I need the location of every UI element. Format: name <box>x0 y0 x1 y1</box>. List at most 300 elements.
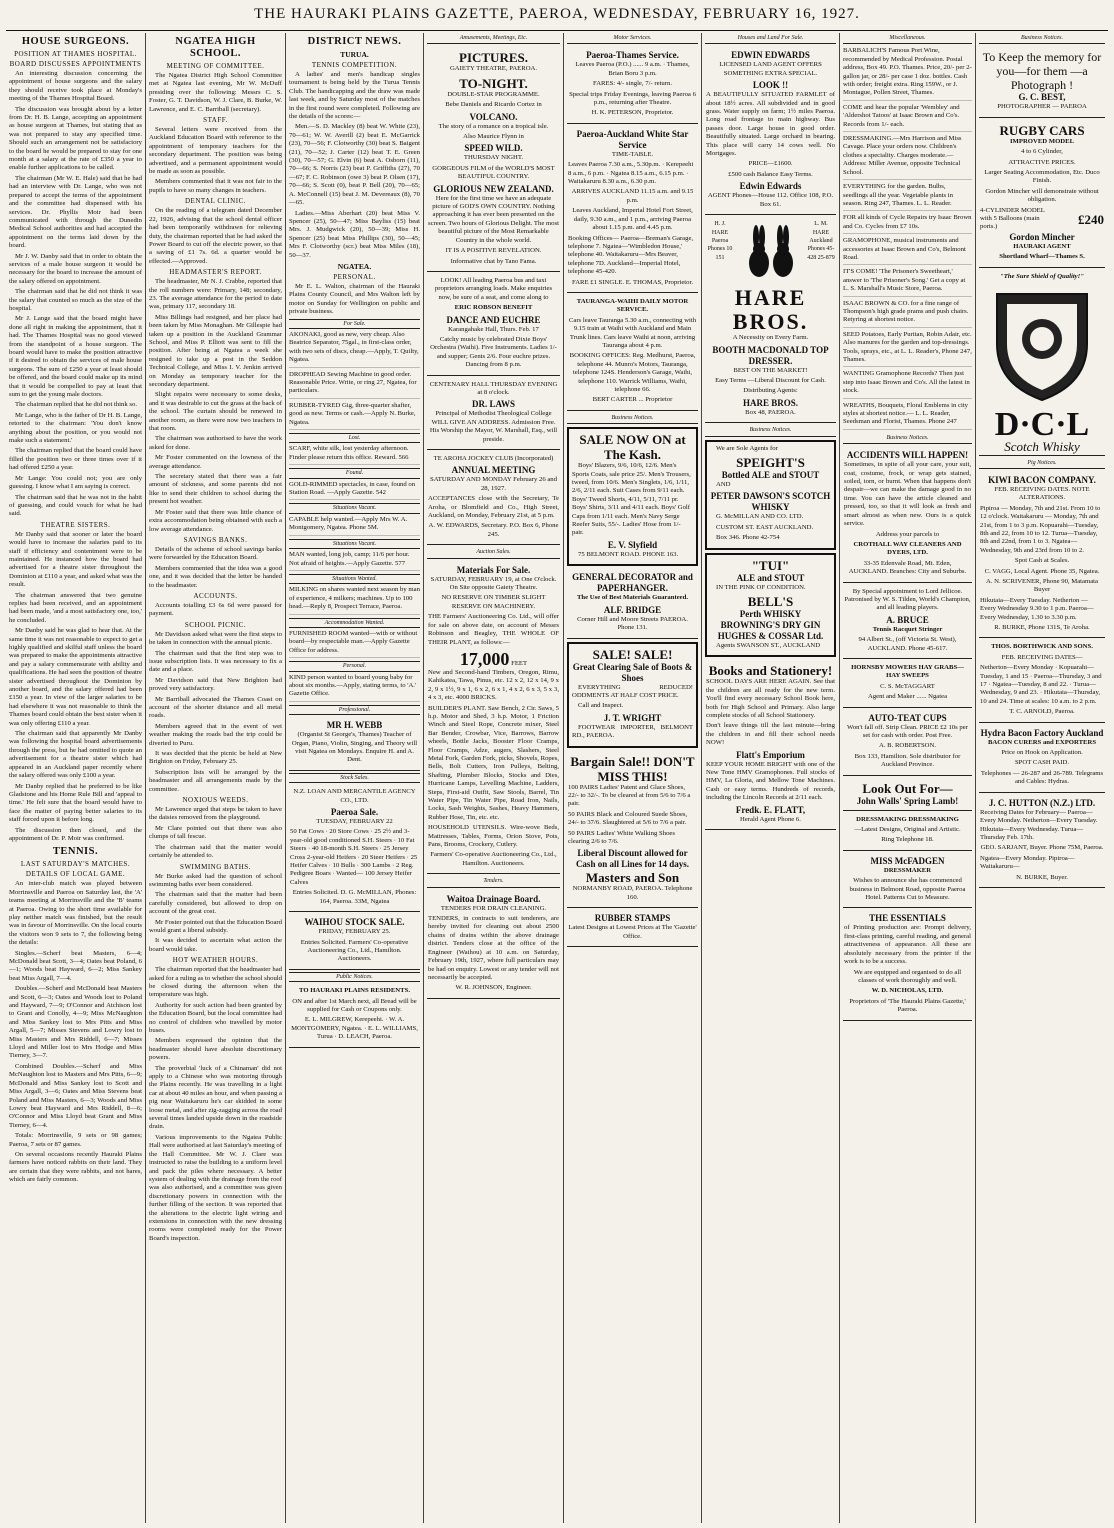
ad-text: FEB. RECEIVING DATES. NOTE ALTERATIONS. <box>994 485 1090 502</box>
ad-heading: KIWI BACON COMPANY. <box>988 474 1096 485</box>
car-price: £240 <box>1078 211 1104 227</box>
ad-text: A BEAUTIFULLY SITUATED FARMLET of about 18½ acres. All subdivided and in good grass. Water supply on farm; 1½ miles Paeroa. Long road frontage to main highway. Bus passes door. Large house in good order. Beautifully situated. Large orchard in bearing. This place will carry 14 cows well. No Mortgages. <box>706 91 835 158</box>
ad-text: 4 to 6 Cylinder, <box>1021 148 1063 156</box>
timber-unit: FEET <box>511 659 528 667</box>
ad-heading: A. BRUCE <box>886 614 929 625</box>
paragraph: It was decided to ascertain what action the board would take. <box>149 937 282 953</box>
ad-text: Easy Terms —Liberal Discount for Cash. <box>715 376 826 384</box>
dcl-logo: D·C·L <box>994 406 1090 444</box>
ad-text: BOOKING OFFICES: Reg. Medhurst, Paeroa, telephone 44. Munro's Motors, Tauranga, telephone 124S. Henderson's Garage, Waihi, telephone 110. Warrick Williams, Waihi, telephone 66. <box>569 352 696 393</box>
paragraph: The chairman said that the first step was to issue subscription lists. It was necessary to fix a date and a place. <box>149 649 282 674</box>
ad-text: 4-CYLINDER MODEL with 5 Balloons (main ports.) <box>980 206 1045 231</box>
paragraph: On several occasions recently Hauraki Plains farmers have noticed rabbits on their land. They are certain that they were rabbits, and not hares, which are fairly common. <box>9 1150 142 1184</box>
ad-text: Distributing Agents: <box>743 387 798 395</box>
dressmaking-ad <box>843 813 972 851</box>
subhead: BOARD DISCUSSES APPOINTMENTS <box>9 60 142 68</box>
ad-text: 94 Albert St., (off Victoria St. West), AUCKLAND. Phone 45-617. <box>858 636 957 652</box>
subhead: HEADMASTER'S REPORT. <box>169 268 262 277</box>
paragraph: The chairman reported that the headmaster had asked for a ruling as to whether the school should be closed during the afternoon when the temperature was high. <box>149 966 282 999</box>
ad-text: 50 Fat Cows · 20 Store Cows · 25 2½ and 3-year-old good conditioned S.H. Steers · 10 Fat Steers · 40 18-month S.H. Steers · 25 Jersey Cross 2-year-old Heifers · 20 Steer Heifers · 25 Heifer Calves · 10 Bulls · 300 Lambs · 2 Reg. Pedigree Boars · Wanted— 100 Jersey Heifer Calves <box>290 828 418 886</box>
film-title: GLORIOUS NEW ZEALAND. <box>433 183 554 194</box>
kiwi-bacon-ad <box>979 472 1105 639</box>
ad-date: TUESDAY, FEBRUARY 22 <box>316 818 393 826</box>
paragraph: Mr Danby replied that he preferred to be like Gladstone and his Home Rule Bill and 'appeal to time.' He felt sure that the board would have to face the matter of paying better salaries to its staff forced upon it before long. <box>9 782 142 824</box>
column-district-news <box>286 33 424 1523</box>
ad-text: Special trips Friday Evenings, leaving Paeroa 6 p.m., returning after Theatre. <box>569 90 696 107</box>
ad-heading: "TUI" <box>751 557 790 573</box>
column-amusements <box>424 33 564 1523</box>
paragraph: Totals: Morrinsville, 9 sets or 98 games; Paeroa, 7 sets or 87 games. <box>9 1132 142 1148</box>
ad-text: Leaves Paeroa (P.O.) ...... 9 a.m. · Thames, Brian Boru 3 p.m. <box>575 61 690 77</box>
paragraph: Mr Davidson asked what were the first steps to be taken in connection with the annual picnic. <box>149 630 282 647</box>
classified-ad: FURNISHED ROOM wanted—with or without board—by respectable man.—Apply Gazette Office for address. <box>289 630 420 658</box>
ad-text: PRICE—£1600. <box>748 160 793 168</box>
paragraph: The chairman (Mr W. E. Hale) said that he had had an interview with Dr. Lange, who was not prepared to accept the terms of the appointment and the committee had dispensed with his services. Dr. Phyllis Moir had been communicated with through the Dunedin Medical School authorities and had accepted the appointment on the terms laid down by the board. <box>9 174 142 250</box>
paragraph: Members expressed the opinion that the headmaster should have absolute discretionary powers. <box>149 1037 282 1062</box>
ad-text: BACON CURERS and EXPORTERS <box>987 738 1097 746</box>
film-title: VOLCANO. <box>469 111 518 122</box>
ad-text: TENDERS, in contracts to suit tenderers, are hereby invited for cleaning out about 2500 chains of drains within the above drainage district. Tenders close at the office of the Engineer (Waihou) at 10 a.m. on Saturday, February 19th, 1927, where full particulars may be had on enquiry. Lowest or any tender will not necessarily be accepted. <box>428 915 559 981</box>
ad-text: A. N. SCRIVENER, Phone 90, Matamata Buyer <box>985 577 1098 594</box>
ad-text: Karangahake Hall, Thurs. Feb. 17 <box>448 325 539 333</box>
ad-text: Box 133, Hamilton. Sole distributor for Auckland Province. <box>854 752 961 769</box>
ad-heading: Paeroa-Thames Service. <box>586 50 679 61</box>
ad-date: FRIDAY, FEBRUARY 25. <box>318 928 391 936</box>
ad-text: Box 48, PAEROA. <box>745 408 796 416</box>
printing-ad <box>843 910 972 1020</box>
dance-ad <box>427 274 560 376</box>
paragraph: Mr J. W. Danby said that in order to obtain the services of a male house surgeon it would be necessary for the board to increase the amount of the salary offered on appointment. <box>9 252 142 285</box>
ad-subheading: Paeroa Sale. <box>330 807 379 818</box>
ad-text: SATURDAY, FEBRUARY 19, at One O'clock. On Site opposite Gaiety Theatre. <box>430 575 557 592</box>
ad-heading: Bargain Sale!! DON'T MISS THIS! <box>570 753 695 784</box>
ad-text: E. L. MILGREW, Kerepeehi. · W. A. MONTGOMERY, Ngatea. · E. L. WILLIAMS, Turua · D. LEACH, Paeroa. <box>291 1016 418 1041</box>
ad-text: AND <box>716 480 731 488</box>
paragraph: Accounts totalling £3 6s 6d were passed for payment. <box>149 601 282 618</box>
ad-text: KEEP YOUR HOME BRIGHT with one of the New Tone HMV Gramophones. Full stocks of HMV, La Gloria, and Mellow Tone Machines. Cash or easy terms. Hundreds of records, including the Lincoln Records at 2/11 each. <box>706 760 835 802</box>
subhead: DENTAL CLINIC. <box>184 197 246 206</box>
ad-text: Call and Inspect. <box>578 702 624 710</box>
paragraph: Mr Clare pointed out that there was also clumps of tall fescue. <box>149 824 282 841</box>
column-category: Houses and Land For Sale. <box>705 33 836 44</box>
ad-heading: BOOTH MACDONALD TOP DRESSER. <box>712 344 829 366</box>
ad-heading: Fredk. E. FLATT, <box>735 804 806 815</box>
paragraph: It was decided that the picnic be held at New Brighton on Friday, February 25. <box>149 750 282 766</box>
ad-text: The story of a romance on a tropical isle. <box>438 122 549 130</box>
ad-text: LOOK! All leading Paeroa bus and taxi proprietors arranging loads. Make enquiries now, be sure of a seat, and come along to <box>434 276 553 301</box>
paragraph: Mr Foster pointed out that the Education Board would grant a liberal subsidy. <box>149 918 282 934</box>
ad-text: Telephones — 26-287 and 26-789. Telegrams and Cables: Hydras. <box>980 769 1104 786</box>
column-category: Motor Services. <box>567 33 698 44</box>
ad-text: Gordon Mincher will demonstrate without obligation. <box>985 187 1099 204</box>
ad-text: Receiving Dates for February— Paeroa—Every Monday. Netherton—Every Tuesday. Hikutaia—Every Wednesday. Turua—Thursday Feb. 17th. <box>980 808 1098 841</box>
hutton-ad <box>979 795 1105 888</box>
tauranga-service-ad <box>567 295 698 411</box>
ad-text: G. McMILLAN AND CO. LTD. <box>716 513 804 521</box>
paragraph: Members agreed that in the event of wet weather making the roads bad the trip could be diverted to Puru. <box>149 722 282 747</box>
paragraph: Mr J. Lange said that the board might have done all right in making the appointment, that it had. The Thames Hospital was no good viewed from the standpoint of a house surgeon. The board would have to make the position attractive if it desired to obtain the services of male house surgeons. The sum of £250 a year at least should be offered, and the board could make up its mind that it would be compelled to pay at least that sum to get the young male doctors. <box>9 315 142 399</box>
bread-notice <box>289 984 420 1047</box>
ad-text: Larger Seating Accommodation, Etc. Duco Finish. <box>984 169 1100 185</box>
ad-text: Agent and Maker ...... Ngatea <box>867 693 948 701</box>
paragraph: Slight repairs were necessary to some desks, and it was desirable to cut the grass at the back of the school. The curtain should be renewed in another room, as there were now two teachers in that room. <box>149 391 282 433</box>
webb-ad <box>289 717 420 771</box>
ad-text: Netherton—Every Monday · Kopuarahi—Tuesday, 1 and 15 · Paeroa—Thursday, 3 and 17 · Ngatea—Tuesday, 8 and 22. · Turua—Wednesday, 9 and 23. · Hikutaia—Thursday, 10 and 24. Time at scales: 10 a.m. to 2 p.m. <box>980 664 1102 705</box>
ad-heading: TO HAURAKI PLAINS RESIDENTS. <box>299 987 410 995</box>
column-category: Business Notices. <box>843 433 972 444</box>
subhead: ACCOUNTS. <box>193 591 238 600</box>
subhead: NOXIOUS WEEDS. <box>182 796 249 805</box>
column-miscellaneous <box>840 33 976 1523</box>
ad-heading: BROWNING'S DRY GIN <box>720 619 821 630</box>
column-business-notices <box>976 33 1108 1523</box>
paragraph: An inter-club match was played between Morrinsville and Paeroa on Saturday last, the 'A' teams meeting at Morrinsville and the 'B' teams at Paeroa. Owing to the short time available for play neither match was finished, but the result was in favour of Morrinsville. On the local courts the visitors won 9 sets to 7, the following being the details: <box>9 880 142 947</box>
category-heading: Situations Wanted. <box>289 574 420 584</box>
subhead: DETAILS OF LOCAL GAME. <box>25 870 126 879</box>
ad-text: FARE £1 SINGLE. E. THOMAS, Proprietor. <box>571 278 694 286</box>
ad-text: Booking Offices— Paeroa—Breman's Garage, telephone 7. Ngatea—'Wimbledon House,' telephone 40. Waitakaruru—Mrs Beaver, telephone 7D. Auckland—Imperial Hotel, telephone 45-420. <box>568 234 694 276</box>
ad-text: SCHOOL DAYS ARE HERE AGAIN. See that the children are all ready for the new term. You'll find every necessary School Book here, both for High School and Primary. Also large complete stocks of all School Stationery. <box>706 678 835 719</box>
ad-text: Scotch Whisky <box>1004 439 1080 455</box>
paragraph: The chairman said that he did not think it was the salary that counted so much as the size of the hospital. <box>9 288 142 312</box>
ad-text: C. VAGG, Local Agent. Phone 35, Ngatea. <box>984 567 1100 575</box>
subhead: SWIMMING BATHS. <box>180 862 251 871</box>
paragraph: Subscription lists will be arranged by the headmaster and all arrangements made by the committee. <box>149 768 282 793</box>
paragraph: Mr Lange: You could not; you are only guessing. I know what I am saying is correct. <box>9 474 142 491</box>
ad-heading: Great Clearing Sale of Boots & Shoes <box>572 661 693 683</box>
ad-heading: Edwin Edwards <box>739 181 802 192</box>
ad-text: TENDERS FOR DRAIN CLEANING. <box>440 904 547 912</box>
ad-text: Here for the first time we have an adequate picture of GOD'S OWN COUNTRY. Nothing approaching it has ever been presented on the screen. Two hours of Glorious Delight. The most beautiful picture of the Most Remarkable Country in the whole world. <box>428 194 559 244</box>
ad-text: Leaves Auckland, Imperial Hotel Fort Street, daily, 9.30 a.m., and 1 p.m., arriving Paeroa about 1.15 p.m. and 4.45 p.m. <box>572 207 693 232</box>
ad-heading: Hydra Bacon Factory Auckland <box>980 727 1104 738</box>
ad-text: of Printing production are: Prompt delivery, first-class printing, careful reading, and general attractiveness of appearance. All these are absolutely necessary from the printer if the work is to be a success. <box>844 924 971 966</box>
ad-heading: Masters and Son <box>585 870 680 886</box>
ad-heading: Waitoa Drainage Board. <box>446 893 541 904</box>
headline: TENNIS. <box>52 846 99 858</box>
ad-text: THURSDAY NIGHT. <box>463 154 524 162</box>
ad-heading: ACCIDENTS WILL HAPPEN! <box>846 450 969 461</box>
paragraph: Mr Barriball advocated the Thames Coast on account of the shorter distance and all metal roads. <box>149 695 282 720</box>
dcl-whisky-ad <box>979 270 1105 456</box>
paragraph: Men.—S. D. Mackley (8) beat W. White (23), 70—61; W. W. Averill (2) beat E. McGarrick (23), 70—56; F. Clotworthy (30) beat S. Baigent (21), 70—52; J. Carter (12) beat T. E. Green (30), 70—57; G. Elvin (6) beat A. Osborn (11), 70—66; S. Norris (23) beat P. Griffiths (27), 70—67; F. C. Robinson (owe 3) beat P. Olsen (17), 70—66; S. Scott (0), beat P. Bell (20), 70—65; A. McConnell (15) beat J. M. Devereaux (8), 70—65. <box>289 123 420 207</box>
ad-heading: DRESSMAKING DRESSMAKING <box>856 815 959 823</box>
paragraph: Mr Danby said that sooner or later the board would have to increase the salaries paid to its staff if efficiency and contentment were to be maintained. He instanced how the board had advertised for a theatre sister throughout the Dominion at £110 a year, and asked what was the result. <box>9 530 142 589</box>
hydra-bacon-ad <box>979 725 1105 793</box>
paragraph: Details of the scheme of school savings banks were forwarded by the Education Board. <box>149 545 282 562</box>
ad-heading: Bottled ALE and STOUT <box>721 469 820 480</box>
subhead: LAST SATURDAY'S MATCHES. <box>20 860 131 869</box>
headline: DISTRICT NEWS. <box>307 36 402 47</box>
ad-text: We are equipped and organised to do all classes of work thoroughly and well. <box>853 968 962 984</box>
ad-text: PHOTOGRAPHER — PAEROA <box>997 103 1087 111</box>
classified-ad: BARBALICH'S Famous Port Wine, recommended by Medical Profession. Postal address, Box 49. P.O. Thames. Price, 20/- per 2-gallon jar, or 28/- per case 1 doz. bottles. Cash with order; freight extra. Ring 159W., or J. Montague, Pollen Street, Thames. <box>843 47 972 100</box>
paragraph: The discussion was brought about by a letter from Dr. H. B. Lange, accepting an appointment as house surgeon at Thames, but stating that as was not prepared to stay any specified time. Should such an arrangement not be satisfactory to the board he would be prepared to stay for one month at a salary at the rate of £350 a year to enable further applications to be called. <box>9 105 142 172</box>
paragraph: Mr Lange, who is the father of Dr H. B. Lange, retorted to the chairman: 'You don't know anything about the position, or you would not make such a statement.' <box>9 411 142 445</box>
paragraph: Combined Doubles.—Scherf and Miss McNaughton lost to Masters and Mrs Pitts, 6—9; McDonald and Miss Sankey lost to Scott and Miss Argall, 3—6; Oates and Miss Stevens beat Poland and Miss Masters, 6—3; Woods and Miss Lowry beat Hayward and Mrs Riddell, 8—6; O'Connor and Miss Lloyd beat Grant and Miss Tierney, 6—4. <box>9 1062 142 1129</box>
ad-text: Cars leave Tauranga 5.30 a.m., connecting with 9.15 train at Waihi with Auckland and Main Trunk lines. Cars leave Waihi at noon, arriving Tauranga about 4 p.m. <box>568 316 697 349</box>
pictures-ad <box>427 47 560 272</box>
column-motor-services <box>564 33 702 1523</box>
ad-text: SPOT CASH PAID. <box>1014 759 1070 767</box>
subhead: MEETING OF COMMITTEE. <box>166 62 265 70</box>
ad-heading: Gordon Mincher <box>1009 231 1075 242</box>
ad-text: 50 PAIRS Ladies' White Walking Shoes clearing 2/6 to 7/6. <box>568 829 675 845</box>
paragraph: The headmaster, Mr N. J. Crabbe, reported that the roll numbers were: Primary, 148; secondary, 23. The average attendance for the period to date was, primary 117, secondary 18. <box>149 278 282 311</box>
paragraph: Ladies.—Miss Aberhart (20) beat Miss V. Spencer (25), 50—47; Miss Bayliss (15) beat Mrs. J. Mudgwick (20), 50—39; Miss H. Spencer (25) beat Miss Phillips (30), 50—45; Mrs F. Clotworthy (scr.) beat Miss Miles (18), 50—37. <box>289 209 420 259</box>
ad-text: Informative chat by Tano Fama. <box>450 257 537 265</box>
ad-text: New and Second-hand Timbers, Oregon, Rimu, Kahikatea, Tawa, Pinus, etc. 12 x 2, 12 x 14, 9 x 2, 9 x 1½, 9 x 1, 6 x 2, 6 x 1, 4 x 2, 6 x 3, 5 x 3, 4 x 3, etc. 4000 BRICKS. <box>428 668 559 702</box>
ad-text: HOUSEHOLD UTENSILS. Wire-wove Beds, Mattresses, Tables, Forms, Orion Stove, Pots, Pans, Brooms, Crockery, Cutlery. <box>428 824 559 849</box>
classified-ad: AKONAKI, good as new, very cheap. Also Beatrice Separator, 75gal., in first-class order, with two sets of discs, cheap.—Apply, T. Quilty, Ngatea. <box>289 331 420 368</box>
classified-ad: GOLD-RIMMED spectacles, in case, found on Station Road. —Apply Gazette. 542 <box>289 481 420 501</box>
ad-text: Pipiroa — Monday, 7th and 21st. From 10 to 12 o'clock. Waitakaruru — Monday, 7th and 21st, from 1 to 3 p.m. Kopuarahi—Tuesday, 8th and 22, from 10 to 12. Turua—Tuesday, 8th and 22nd, from 1 to 3. Ngatea—Wednesday, 9th and 23rd from 10 to 2. <box>980 504 1101 554</box>
classified-ad: WREATHS, Bouquets, Floral Emblems in city styles at shortest notice.— L. L. Reader, Seedsman and Florist, Thames. Phone 247 <box>843 402 972 430</box>
ad-heading: PICTURES. <box>459 50 528 66</box>
subhead: STAFF. <box>203 116 228 125</box>
ad-text: IT IS A POSITIVE REVELATION. <box>445 247 542 255</box>
column-category: Business Notices. <box>705 425 836 436</box>
ad-text: HAURAKI AGENT <box>1013 242 1071 250</box>
racquet-stringer-ad <box>843 585 972 659</box>
ad-text: FARES: 4/- single, 7/- return. <box>592 80 672 88</box>
paragraph: Authority for such action had been granted by the Education Board, but the local committee had no control of children who travelled by motor buses. <box>149 1001 282 1034</box>
ad-tagline: "The Sure Shield of Quality!" <box>1000 272 1084 280</box>
ad-text: Don't leave things till the last minute—bring the children in and fill their school needs NOW! <box>706 722 835 747</box>
ad-text: BEST ON THE MARKET! <box>733 366 808 374</box>
classified-ad: GRAMOPHONE, musical instruments and accessories at Isaac Brown and Co's, Belmont Road. <box>843 237 972 265</box>
ad-heading: ALE and STOUT <box>736 572 805 583</box>
ad-text: CENTENARY HALL THURSDAY EVENING at 8 o'clock. <box>429 380 558 396</box>
ad-text: W. R. JOHNSON, Engineer. <box>455 984 532 992</box>
ad-heading: J. C. HUTTON (N.Z.) LTD. <box>988 797 1096 808</box>
ad-heading: ANNUAL MEETING <box>451 465 536 476</box>
classified-ad: SCARF, white silk, lost yesterday afternoon. Finder please return this office. Reward. 566 <box>289 445 420 465</box>
ad-text: TIME-TABLE. <box>611 150 654 158</box>
hare-bros-ad <box>705 217 836 423</box>
subhead: THEATRE SISTERS. <box>40 520 111 529</box>
ad-text: 75 BELMONT ROAD. PHONE 163. <box>578 550 679 558</box>
category-heading: Lost. <box>289 433 420 443</box>
ad-heading: TO-NIGHT. <box>459 75 528 91</box>
ad-text: —Latest Designs, Original and Artistic. <box>854 826 961 834</box>
classified-ad: RUBBER-TYRED Gig, three-quarter shafter, good as new. Terms or cash.—Apply N. Burke, Ngatea. <box>289 402 420 430</box>
ad-heading: Materials For Sale. <box>456 564 531 575</box>
ad-text: Leaves Paeroa 7.30 a.m., 5.30p.m. · Kerepeehi 8 a.m., 6 p.m. · Ngatea 8.15 a.m., 6.15 p.m. · Waitakaruru 8.30 a.m., 6.30 p.m. <box>568 161 694 186</box>
photographer-ad <box>979 47 1105 117</box>
books-ad <box>705 660 836 830</box>
spring-lamb-ad <box>843 778 972 811</box>
ad-text: A Necessity on Every Farm. <box>732 334 809 342</box>
ad-text: The Use of Best Materials Guaranteed. <box>576 594 689 602</box>
ad-text: NO RESERVE ON TIMBER SLIGHT RESERVE ON MACHINERY. <box>441 594 546 610</box>
column-category: Amusements, Meetings, Etc. <box>427 33 560 44</box>
ad-text: BUILDER'S PLANT. Saw Bench, 2 Cir. Saws, 5 h.p. Motor and Shed, 3 h.p. Motor, 1 Friction Winch and Steel Rope, Concrete mixer, Steel Bar Bender, Crowbar, Vice, Barrows, Barrow wheels, Bottle Jacks, Booster Floor Cramps, Floor Cramps, Adze, augers, Slashers, Steel Metal Fork, Garden Fork, picks, Shovels, Ropes, Bells, Bolt Cutters, Iron Pulleys, Belting, Shafting, Plumber Blocks, Stocks and Dies, Hurricane Lamps, Levelling Machine, Ladders, Steps, First-aid Outfit, Saw Stools, Barrel, Tin Water Pipe, Tin Water Pipe, Road Iron, Nails, Locks, Sash Weights, Sashes, Heavy Hammers, Rubber Hose, Tin, etc. etc. <box>428 704 559 821</box>
decorator-ad <box>567 569 698 638</box>
masthead-rule <box>6 30 1108 31</box>
ad-text: CUSTOM ST. EAST AUCKLAND. <box>716 523 814 531</box>
paragraph: The chairman replied that the board could have filled the position two or three times over if it had offered £250 a year. <box>9 447 142 472</box>
rugby-cars-ad <box>979 120 1105 268</box>
subhead: SCHOOL PICNIC. <box>184 620 247 629</box>
speights-ad <box>705 440 836 550</box>
white-star-ad <box>567 126 698 293</box>
ad-text: IMPROVED MODEL <box>1009 137 1075 145</box>
paragraph: A ladies' and men's handicap singles tournament is being held by the Turua Tennis Club. The handicapping and the draw was made last week, and by Saturday most of the matches in the first round were completed. Following are the details of the scores:— <box>289 71 420 121</box>
paragraph: Miss Billings had resigned, and her place had been taken by Miss Monaghan. Mr Gillespie had taken up a position in the Auckland Grammar School, and Miss P. Elliott was sent to fill the position. After being at Ngatea a week she resigned to take up a post in the Seddon Technical College, and Miss I. V. Jenkin arrived on Monday as temporary teacher for the secondary department. <box>149 313 282 388</box>
paragraph: The chairman said that apparently Mr Danby was following the hospital board advertisements through the press, but he had omitted to quote an advertisement for a theatre sister which had appeared in an Auckland paper recently where the salary offered was only £100 a year. <box>9 730 142 780</box>
subhead: HOT WEATHER HOURS. <box>172 956 259 965</box>
ad-text: N. BURKE, Buyer. <box>1016 873 1068 881</box>
ad-heading: GENERAL DECORATOR and PAPERHANGER. <box>572 572 693 594</box>
ad-text: LICENSED LAND AGENT OFFERS SOMETHING EXTRA SPECIAL. <box>719 61 822 77</box>
ad-heading: DR. LAWS <box>471 399 515 410</box>
ad-text: Principal of Methodist Theological College WILL GIVE AN ADDRESS. Admission Free. His Worship the Mayor, W. Marshall, Esq., will preside. <box>429 410 558 443</box>
column-category: Miscellaneous. <box>843 33 972 44</box>
ad-text: £500 cash Balance Easy Terms. <box>728 170 813 178</box>
ad-heading: To Keep the memory for you—for them —a Photograph ! <box>982 50 1102 93</box>
category-heading: Public Notices. <box>289 972 420 982</box>
ad-text: Spot Cash at Scales. <box>1014 557 1070 565</box>
ad-text: By Special appointment to Lord Jellicoe. Patronised by W. S. Tilden, World's Champion, and all leading players. <box>844 587 971 612</box>
paragraph: The chairman said that the matter had been carefully considered, but allowed to drop on account of the great cost. <box>149 891 282 916</box>
waihou-sale-ad <box>289 914 420 970</box>
ad-text: DRESSMAKER <box>883 866 932 874</box>
drainage-tender-ad <box>427 891 560 999</box>
ad-text: NORMANBY ROAD, PAEROA. Telephone 160. <box>572 885 693 901</box>
ad-text: Shortland Wharf—Thames S. <box>999 253 1085 261</box>
paragraph: The chairman said that the matter would certainly be attended to. <box>149 843 282 860</box>
ad-text: ACCEPTANCES close with the Secretary, Te Aroha, or Blomfield and Co., High Street, Auckland, on Monday, February 21st, at 5 p.m. <box>428 495 559 520</box>
ad-heading: N.Z. LOAN AND MERCANTILE AGENCY CO., LTD. <box>293 788 416 804</box>
ad-text: Entries Solicited. Farmers' Co-operative Auctioneering Co., Ltd., Hamilton. Auctioneers. <box>300 938 409 963</box>
ad-text: C. S. McTAGGART <box>880 682 935 690</box>
ad-text: EVERYTHING REDUCED! ODDMENTS AT HALF COST PRICE. <box>572 683 693 699</box>
masthead: THE HAURAKI PLAINS GAZETTE, PAEROA, WEDNESDAY, FEBRUARY 16, 1927. <box>254 6 860 22</box>
category-heading: Situations Vacant. <box>289 539 420 549</box>
ad-heading: J. T. WRIGHT <box>603 712 662 723</box>
paragraph: The Ngatea District High School Committee met at Ngatea last evening, Mr W. McDuff presiding over the following: Messrs C. S. Foster, G. T. Davidson, W. J. Clare, B. Burke, W. Lawrence, and E. C. Barriball (secretary). <box>149 72 282 113</box>
ad-heading: MISS McFADGEN <box>870 855 945 866</box>
ad-heading: RUGBY CARS <box>999 122 1085 138</box>
headline: NGATEA HIGH SCHOOL. <box>175 36 256 59</box>
paragraph: The chairman was authorised to have the work asked for done. <box>149 435 282 451</box>
paragraph: Members commented that it was not fair to the pupils to have so many changes in teachers. <box>149 178 282 194</box>
classified-ad: WANTING Gramophone Records? Then just step into Isaac Brown and Co's. All the latest in stock. <box>843 370 972 398</box>
classified-ad: SEED Potatoes, Early Puritan, Robin Adair, etc. Also manures for the garden and top-dressings. Tools, sprays, etc., at L. L. Reader's, Phone 247, Thames. <box>843 331 972 368</box>
ad-text: Ring Telephone 18. <box>881 836 934 844</box>
jockey-club-ad <box>427 452 560 545</box>
classified-ad: ISAAC BROWN & CO. for a fine range of Thompson's high grade prams and push chairs. Retyring at shortest notice. <box>843 300 972 328</box>
hare-paeroa-contact: H. J. HARE Paeroa Phones 10 151 <box>707 221 733 261</box>
paragraph: The secretary stated that there was a fair amount of sickness, and some parents did not like to send their children to school during the present hot weather. <box>149 473 282 506</box>
classified-ad: COME and hear the popular 'Wembley' and 'Aldershot Tatoos' at Isaac Brown and Co's. Records from 1/- each. <box>843 104 972 132</box>
paragraph: An interesting discussion concerning the appointment of house surgeons and the salary they should receive took place at Monday's meeting of the Thames Hospital Board. <box>9 70 142 103</box>
ad-text: 50 PAIRS Black and Coloured Suede Shoes, 24/- to 37/6. Slaughtered at 5/6 to 7/6 a pair. <box>568 810 688 827</box>
ad-heading: SPEIGHT'S <box>736 454 805 470</box>
ad-heading: SALE! SALE! <box>592 646 673 662</box>
ad-heading: ERIC ROBSON BENEFIT <box>454 304 533 312</box>
ad-text: 100 PAIRS Ladies' Patent and Glace Shoes, 22/- to 32/-. To be cleared at from 5/6 to 7/6 a pair. <box>568 783 691 808</box>
ad-heading: E. V. Slyfield <box>607 539 658 550</box>
ad-text: DOUBLE-STAR PROGRAMME. <box>447 90 540 98</box>
ad-text: Agents SWANSON ST., AUCKLAND <box>716 641 821 649</box>
column-category: Auction Sales. <box>427 547 560 558</box>
ad-heading: THOS. BORTHWICK AND SONS. <box>991 643 1093 651</box>
ad-heading: THE ESSENTIALS <box>869 913 946 924</box>
ad-text: THE Farmers' Auctioneering Co. Ltd., will offer for sale on above date, on account of Messrs Robinson and Beagley, THE WHOLE OF THEIR PLANT, as follows:— <box>428 613 559 646</box>
subhead: TURUA. <box>340 50 369 59</box>
ad-text: R. BURKE, Phone 131S, Te Aroha. <box>994 624 1090 631</box>
ad-text: Catchy music by celebrated Dixie Boys' Orchestra (Waihi). Five Instruments. Ladies 1/- and supper; Gents 2/6. Four euchre prizes. Dancing from 8 p.m. <box>430 335 557 369</box>
ad-heading: MR H. WEBB <box>326 720 383 731</box>
ad-heading: EDWIN EDWARDS <box>731 50 810 61</box>
ad-text: AGENT Phones—House 112. Office 108, P.O. Box 61. <box>707 192 834 208</box>
category-heading: Accommodation Wanted. <box>289 618 420 628</box>
tui-ad <box>705 553 836 658</box>
subhead: NGATEA. <box>337 261 372 271</box>
paragraph: The chairman answered that two genuine replies had been received, and an appointment had been made, 'and a most satisfactory one, too,' he concluded. <box>9 591 142 624</box>
ad-heading: AUTO-TEAT CUPS <box>868 712 947 723</box>
column-ngatea-high-school <box>146 33 286 1523</box>
ad-text: Herald Agent Phone 6. <box>740 815 801 823</box>
centenary-hall-ad <box>427 378 560 450</box>
thames-service-ad <box>567 47 698 123</box>
ad-heading: HARE BROS. <box>742 397 798 408</box>
ad-text: Price on Hook on Application. <box>1001 749 1083 757</box>
ad-text: We are Sole Agents for <box>716 444 778 452</box>
ad-text: FEB. RECEIVING DATES— <box>1001 653 1083 661</box>
ad-text: Won't fall off. Strip Clean. PRICE £2 10s per set for cash with order. Post Free. <box>847 723 968 739</box>
paragraph: The chairman replied that he did not think so. <box>15 401 138 409</box>
ad-text: TE AROHA JOCKEY CLUB (Incorporated) <box>433 455 554 462</box>
ad-text: Tennis Racquet Stringer <box>872 625 943 633</box>
paragraph: Singles.—Scherf beat Masters, 6—4; McDonald beat Scott, 3—4; Oates beat Poland, 6—1; Woods beat Hayward, 6—2; Miss Sankey beat Miss Argall, 7—4. <box>9 949 142 982</box>
subhead: POSITION AT THAMES HOSPITAL. <box>14 50 137 58</box>
stock-sale-ad <box>289 785 420 912</box>
ad-text: BERT CARTER ... Proprietor <box>592 396 673 404</box>
ad-text: Latest Designs at Lowest Prices at The 'Gazette' Office. <box>568 924 697 940</box>
boots-sale-ad <box>567 642 698 748</box>
mcfadgen-ad <box>843 853 972 909</box>
ad-text: 33-35 Edenvale Road, Mt. Eden, AUCKLAND. Branches: City and Suburbs. <box>848 559 967 576</box>
ad-text: Proprietors of 'The Hauraki Plains Gazette,' Paeroa. <box>849 997 966 1014</box>
paragraph: Mr Foster said that there was little chance of extra accommodation being obtained with such a low average attendance. <box>149 508 282 533</box>
category-heading: For Sale. <box>289 319 420 329</box>
ad-heading: WAIHOU STOCK SALE. <box>304 917 405 928</box>
ad-heading: John Walls' Spring Lamb! <box>856 795 959 806</box>
ad-text: GAIETY THEATRE, PAEROA. <box>449 65 538 73</box>
ad-heading: LOOK !! <box>752 80 789 91</box>
columns <box>6 33 1108 1523</box>
ad-text: W. D. NICHOLAS, LTD. <box>871 987 944 995</box>
ad-heading: Flatt's Emporium <box>736 749 805 760</box>
ad-heading: G. C. BEST, <box>1018 92 1066 103</box>
ad-text: Bebe Daniels and Ricardo Cortez in <box>445 101 542 109</box>
ad-text: Farmers' Co-operative Auctioneering Co., Ltd., Hamilton. Auctioneers. <box>430 851 557 867</box>
subhead: SAVINGS BANKS. <box>183 535 248 544</box>
rabbits-icon <box>741 223 801 283</box>
ad-text: Address your parcels to <box>875 530 940 538</box>
classified-ad: CAPABLE help wanted.—Apply Mrs W. A. Montgomery, Ngatea. Phone 5M. <box>289 516 420 536</box>
paragraph: On the reading of a telegram dated December 22, 1926, advising that the school dental officer had been temporarily withdrawn for relieving duty, the chairman reported that he had asked the Power Board to cut off the electric power, so that a saving of £1 7s. 6d. a quarter would be effected.—Approved. <box>149 207 282 265</box>
classified-ad: EVERYTHING for the garden. Bulbs, seedlings all the year. Vegetable plants in season. Ring 247, Thames. L. L. Reader. <box>843 183 972 211</box>
ad-text: FOOTWEAR IMPORTER, BELMONT RD., PAEROA. <box>572 723 693 740</box>
classified-ad: FOR all kinds of Cycle Repairs try Isaac Brown and Co. Cycles from £7 10s. <box>843 214 972 234</box>
paragraph: Members commented that the idea was a good one, and it was decided that the letter be handed to the headmaster. <box>149 564 282 589</box>
ad-text: Corner Hill and Moore Streets PAEROA. Phone 131. <box>577 615 688 632</box>
paragraph: Doubles.—Scherf and McDonald beat Masters and Scott, 6—3; Oates and Woods lost to Poland and Hayward, 7—9; O'Connor and Atchison lost to Grant and Conolly, 4—9; Miss McNaughton and Miss Sankey lost to Mrs Pitts and Miss Argall, 5—7; Misses Stevens and Lowry lost to Miss Masters and Mrs Riddell, 6—7; Misses Lloyd and Miller lost to Mrs Hodge and Miss Tierney, 3—7. <box>9 985 142 1060</box>
